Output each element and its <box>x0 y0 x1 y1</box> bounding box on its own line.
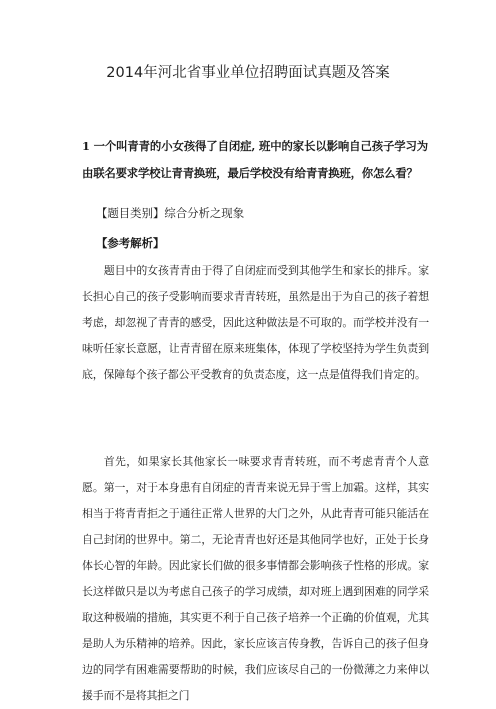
question-category: 【题目类别】综合分析之现象 <box>96 206 245 220</box>
question-text: 1 一个叫青青的小女孩得了自闭症, 班中的家长以影响自己孩子学习为由联名要求学校让青青换班，最后学校没有给青青换班，你怎么看？ <box>82 139 428 180</box>
document-title: 2014年河北省事业单位招聘面试真题及答案 <box>106 65 390 81</box>
answer-paragraph-1: 题目中的女孩青青由于得了自闭症而受到其他学生和家长的排斥。家长担心自己的孩子受影响而要求青青转班，虽然是出于为自己的孩子着想考虑，却忽视了青青的感受，因此这种做法是不可取的。而学校并没有一味听任家长意愿，让青青留在原来班集体，体现了学校坚持为学生负责到底，保障每个孩子都公平受教育的负责态度，这一点是值得我们肯定的。 <box>82 264 429 381</box>
reference-heading: 【参考解析】 <box>96 236 165 250</box>
answer-paragraph-2: 首先，如果家长其他家长一味要求青青转班，而不考虑青青个人意愿。第一，对于本身患有自闭症的青青来说无异于雪上加霜。这样，其实相当于将青青拒之于通往正常人世界的大门之外，从此青青可能只能活在自己封闭的世界中。第二，无论青青也好还是其他同学也好，正处于长身体长心智的年龄。因此家长们做的很多事情都会影响孩子性格的形成。家长这样做只是以为考虑自己孩子的学习成绩，却对班上遇到困难的同学采取这种极端的措施，其实更不利于自己孩子培养一个正确的价值观，尤其是助人为乐精神的培养。因此，家长应该言传身教，告诉自己的孩子但身边的同学有困难需要帮助的时候，我们应该尽自己的一份微薄之力来伸以援手而不是将其拒之门 <box>82 455 429 702</box>
